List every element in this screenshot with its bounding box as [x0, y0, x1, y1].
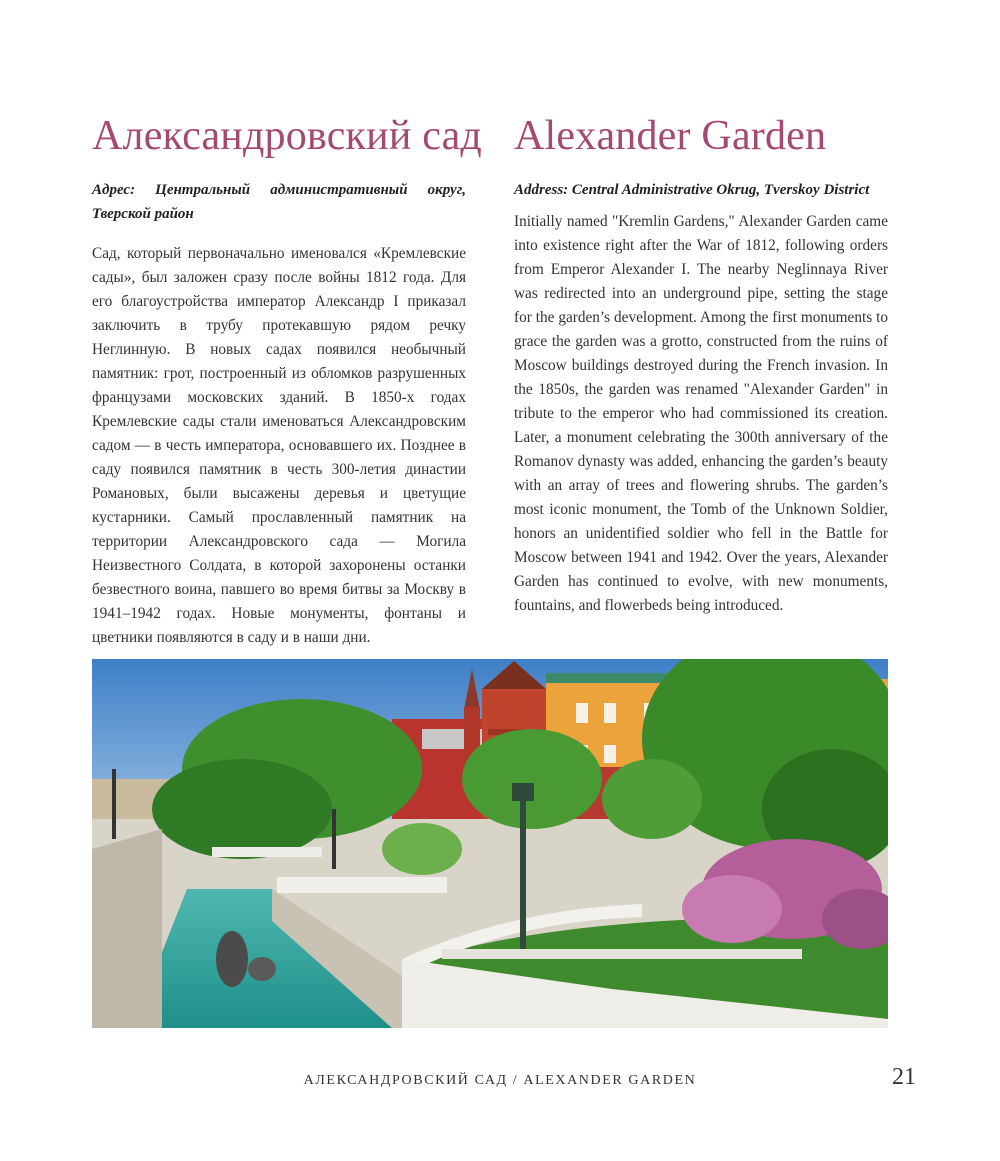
garden-photo	[92, 659, 888, 1028]
page-title-en: Alexander Garden	[514, 113, 827, 159]
page-title-ru: Александровский сад	[92, 113, 482, 159]
address-en: Address: Central Administrative Okrug, Tverskoy District	[514, 182, 870, 198]
page-number: 21	[892, 1064, 916, 1090]
russian-column	[92, 112, 482, 650]
english-column	[514, 112, 888, 618]
address-ru: Адрес: Центральный административный округ, Тверской район	[92, 182, 466, 222]
body-text-ru: Сад, который первоначально именовался «Кремлевские сады», был заложен сразу после войны 1812 года. Для его благоустройства император Александр I приказал заключить в трубу протекавшую рядом речку Неглинную. В новых садах появился необычный памятник: грот, построенный из обломков разрушенных французами московских зданий. В 1850-х годах Кремлевские сады стали именоваться Александровским садом — в честь императора, основавшего их. Позднее в саду появился памятник в честь 300-летия династии Романовых, были высажены деревья и цветущие кустарники. Самый прославленный памятник на территории Александровского сада — Могила Неизвестного Солдата, в которой захоронены останки безвестного воина, павшего во время битвы за Москву в 1941–1942 годах. Новые монументы, фонтаны и цветники появляются в саду и в наши дни.	[92, 245, 466, 646]
running-footer: АЛЕКСАНДРОВСКИЙ САД / ALEXANDER GARDEN	[303, 1073, 697, 1088]
body-text-en: Initially named "Kremlin Gardens," Alexander Garden came into existence right after the War of 1812, following orders from Emperor Alexander I. The nearby Neglinnaya River was redirected into an underground pipe, setting the stage for the garden’s development. Among the first monuments to grace the garden was a grotto, constructed from the ruins of Moscow buildings destroyed during the French invasion. In the 1850s, the garden was renamed "Alexander Garden" in tribute to the emperor who had commissioned its creation. Later, a monument celebrating the 300th anniversary of the Romanov dynasty was added, enhancing the garden’s beauty with an array of trees and flowering shrubs. The garden’s most iconic monument, the Tomb of the Unknown Soldier, honors an unidentified soldier who fell in the Battle for Moscow between 1941 and 1942. Over the years, Alexander Garden has continued to evolve, with new monuments, fountains, and flowerbeds being introduced.	[514, 213, 888, 614]
